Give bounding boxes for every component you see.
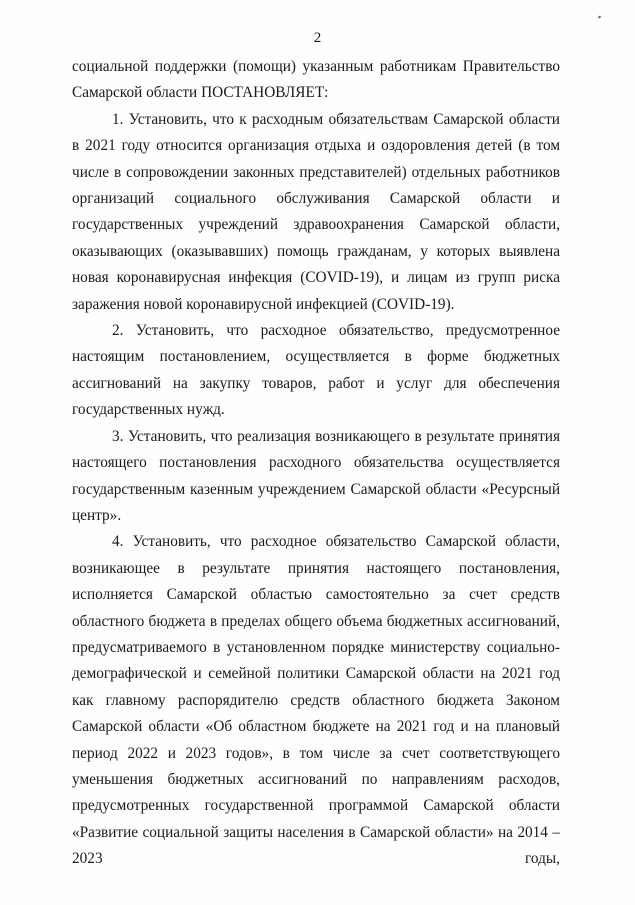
paragraph-item-4: 4. Установить, что расходное обязательство Самарской области, возникающее в результате принятия настоящего постановления, исполняется Самарской областью самостоятельно за счет средств областного бюджета в пределах общего объема бюджетных ассигнований, предусматриваемого в установленном порядке министерству социально-демографической и семейной политики Самарской области на 2021 год как главному распорядителю средств областного бюджета Законом Самарской области «Об областном бюджете на 2021 год и на плановый период 2022 и 2023 годов», в том числе за счет соответствующего уменьшения бюджетных ассигнований по направлениям расходов, предусмотренных государственной программой Самарской области «Развитие социальной защиты населения в Самарской области» на 2014 – 2023 годы, xyxy=(72,533,560,868)
paragraph-item-2: 2. Установить, что расходное обязательство, предусмотренное настоящим постановлением, осуществляется в форме бюджетных ассигнований на закупку товаров, работ и услуг для обеспечения государственных нужд. xyxy=(72,322,560,419)
paragraph-item-1: 1. Установить, что к расходным обязательствам Самарской области в 2021 году относится организация отдыха и оздоровления детей (в том числе в сопровождении законных представителей) отдельных работников организаций социального обслуживания Самарской области и государственных учреждений здравоохранения Самарской области, оказывающих (оказывавших) помощь гражданам, у которых выявлена новая коронавирусная инфекция (COVID-19), и лицам из групп риска заражения новой коронавирусной инфекцией (COVID-19). xyxy=(72,110,560,313)
scan-speck xyxy=(598,15,602,18)
document-body xyxy=(72,54,560,873)
paragraph-item-3: 3. Установить, что реализация возникающего в результате принятия настоящего постановления расходного обязательства осуществляется государственным казенным учреждением Самарской области «Ресурсный центр». xyxy=(72,427,560,524)
page-number: 2 xyxy=(313,30,322,46)
paragraph-intro: социальной поддержки (помощи) указанным работникам Правительство Самарской области ПОСТАНОВЛЯЕТ: xyxy=(72,58,560,102)
